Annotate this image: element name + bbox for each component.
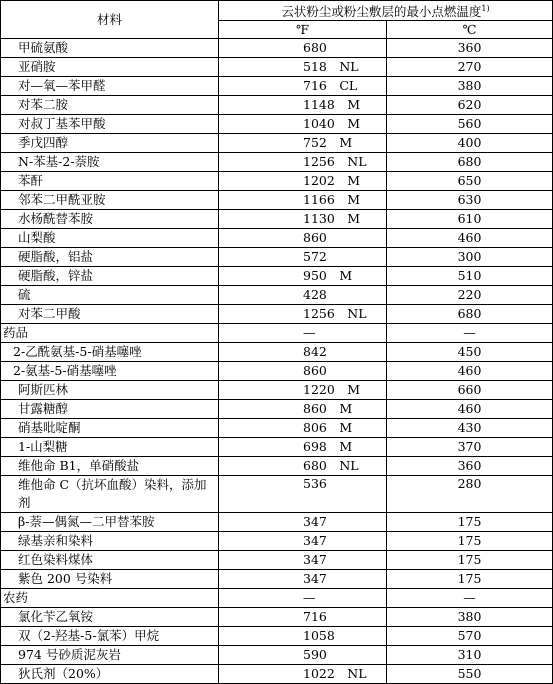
table-body <box>1 39 553 684</box>
fahrenheit-value: 1148 M <box>219 96 387 115</box>
fahrenheit-value: 428 <box>219 286 387 305</box>
fahrenheit-value: 1058 <box>219 627 387 646</box>
material-name: 1-山梨糖 <box>1 438 219 457</box>
table-row <box>1 532 553 551</box>
celsius-value: 220 <box>387 286 553 305</box>
table-row <box>1 419 553 438</box>
table-row <box>1 627 553 646</box>
material-name: 邻苯二甲酰亚胺 <box>1 191 219 210</box>
celsius-value: 570 <box>387 627 553 646</box>
celsius-value: 610 <box>387 210 553 229</box>
table-row <box>1 400 553 419</box>
celsius-value: — <box>387 589 553 608</box>
fahrenheit-value: 1040 M <box>219 115 387 134</box>
table-row <box>1 305 553 324</box>
temperature-footnote-mark: 1) <box>481 4 490 13</box>
table-row <box>1 172 553 191</box>
table-row <box>1 96 553 115</box>
table-row <box>1 153 553 172</box>
table-row <box>1 570 553 589</box>
fahrenheit-value: 1256 NL <box>219 305 387 324</box>
table-row <box>1 646 553 665</box>
material-header: 材料 <box>1 1 219 39</box>
fahrenheit-value: 806 M <box>219 419 387 438</box>
category-row <box>1 324 553 343</box>
fahrenheit-value: 950 M <box>219 267 387 286</box>
celsius-value: 380 <box>387 77 553 96</box>
celsius-value: 650 <box>387 172 553 191</box>
celsius-value: 560 <box>387 115 553 134</box>
material-name: 2-乙酰氨基-5-硝基噻唑 <box>1 343 219 362</box>
material-name: 2-氨基-5-硝基噻唑 <box>1 362 219 381</box>
category-row <box>1 589 553 608</box>
celsius-value: 620 <box>387 96 553 115</box>
celsius-value: 400 <box>387 134 553 153</box>
celsius-value: 175 <box>387 513 553 532</box>
material-name: 甘露糖醇 <box>1 400 219 419</box>
celsius-value: 360 <box>387 457 553 476</box>
fahrenheit-value: — <box>219 324 387 343</box>
table-row <box>1 191 553 210</box>
fahrenheit-value: 347 <box>219 532 387 551</box>
celsius-value: — <box>387 324 553 343</box>
material-name: 维他命 B1，单硝酸盐 <box>1 457 219 476</box>
celsius-value: 300 <box>387 248 553 267</box>
celsius-value: 280 <box>387 476 553 513</box>
fahrenheit-value: — <box>219 589 387 608</box>
material-name: 水杨酰替苯胺 <box>1 210 219 229</box>
fahrenheit-value: 680 NL <box>219 457 387 476</box>
celsius-value: 175 <box>387 532 553 551</box>
material-name: 双（2-羟基-5-氯苯）甲烷 <box>1 627 219 646</box>
celsius-value: 510 <box>387 267 553 286</box>
fahrenheit-value: 1022 NL <box>219 665 387 684</box>
fahrenheit-value: 1220 M <box>219 381 387 400</box>
material-name: 硫 <box>1 286 219 305</box>
category-name: 药品 <box>1 324 219 343</box>
material-name: 对叔丁基苯甲酸 <box>1 115 219 134</box>
table-row <box>1 248 553 267</box>
table-row <box>1 58 553 77</box>
material-name: 山梨酸 <box>1 229 219 248</box>
material-name: 974 号砂质泥灰岩 <box>1 646 219 665</box>
table-row <box>1 381 553 400</box>
celsius-value: 630 <box>387 191 553 210</box>
fahrenheit-value: 347 <box>219 513 387 532</box>
celsius-value: 680 <box>387 153 553 172</box>
temperature-header <box>219 1 553 21</box>
celsius-value: 460 <box>387 400 553 419</box>
fahrenheit-header: ℉ <box>219 21 387 39</box>
temperature-title: 云状粉尘或粉尘敷层的最小点燃温度 <box>281 4 482 20</box>
celsius-value: 450 <box>387 343 553 362</box>
table-row <box>1 267 553 286</box>
fahrenheit-value: 518 NL <box>219 58 387 77</box>
material-name: 对苯二甲酸 <box>1 305 219 324</box>
table-row <box>1 457 553 476</box>
material-name: 季戊四醇 <box>1 134 219 153</box>
material-name: N-苯基-2-萘胺 <box>1 153 219 172</box>
fahrenheit-value: 698 M <box>219 438 387 457</box>
table-row <box>1 286 553 305</box>
celsius-value: 360 <box>387 39 553 58</box>
celsius-value: 550 <box>387 665 553 684</box>
celsius-value: 460 <box>387 362 553 381</box>
table-row <box>1 476 553 513</box>
fahrenheit-value: 716 <box>219 608 387 627</box>
celsius-value: 460 <box>387 229 553 248</box>
fahrenheit-value: 590 <box>219 646 387 665</box>
material-name: 狄氏剂（20%） <box>1 665 219 684</box>
fahrenheit-value: 1130 M <box>219 210 387 229</box>
fahrenheit-value: 347 <box>219 570 387 589</box>
material-name: 硬脂酸，锌盐 <box>1 267 219 286</box>
table-row <box>1 551 553 570</box>
fahrenheit-value: 752 M <box>219 134 387 153</box>
material-name: 对—氧—苯甲醛 <box>1 77 219 96</box>
fahrenheit-value: 1202 M <box>219 172 387 191</box>
material-name: 紫色 200 号染料 <box>1 570 219 589</box>
fahrenheit-value: 860 <box>219 362 387 381</box>
material-name: 苯酐 <box>1 172 219 191</box>
table-row <box>1 77 553 96</box>
celsius-value: 430 <box>387 419 553 438</box>
fahrenheit-value: 572 <box>219 248 387 267</box>
celsius-value: 175 <box>387 551 553 570</box>
celsius-value: 680 <box>387 305 553 324</box>
material-name: 对苯二胺 <box>1 96 219 115</box>
material-name: 硝基吡啶酮 <box>1 419 219 438</box>
celsius-value: 370 <box>387 438 553 457</box>
fahrenheit-value: 842 <box>219 343 387 362</box>
celsius-value: 660 <box>387 381 553 400</box>
material-name: 甲硫氨酸 <box>1 39 219 58</box>
material-name: 亚硝胺 <box>1 58 219 77</box>
fahrenheit-value: 347 <box>219 551 387 570</box>
celsius-header: ℃ <box>387 21 553 39</box>
header-row <box>1 1 553 21</box>
table-row <box>1 362 553 381</box>
material-name: 绿基亲和染料 <box>1 532 219 551</box>
table-row <box>1 210 553 229</box>
table-row <box>1 39 553 58</box>
celsius-value: 380 <box>387 608 553 627</box>
celsius-value: 175 <box>387 570 553 589</box>
fahrenheit-value: 860 <box>219 229 387 248</box>
table-row <box>1 608 553 627</box>
table-row <box>1 438 553 457</box>
fahrenheit-value: 860 M <box>219 400 387 419</box>
material-name: 硬脂酸，铝盐 <box>1 248 219 267</box>
fahrenheit-value: 716 CL <box>219 77 387 96</box>
material-name: 红色染料煤体 <box>1 551 219 570</box>
fahrenheit-value: 536 <box>219 476 387 513</box>
table-row <box>1 343 553 362</box>
category-name: 农药 <box>1 589 219 608</box>
material-name: 氯化苄乙氧铵 <box>1 608 219 627</box>
table-row <box>1 134 553 153</box>
table-row <box>1 115 553 134</box>
fahrenheit-value: 1256 NL <box>219 153 387 172</box>
material-name: 阿斯匹林 <box>1 381 219 400</box>
material-name: β-萘—偶氮—二甲替苯胺 <box>1 513 219 532</box>
table-row <box>1 229 553 248</box>
fahrenheit-value: 1166 M <box>219 191 387 210</box>
celsius-value: 310 <box>387 646 553 665</box>
table-row <box>1 513 553 532</box>
material-name: 维他命 C（抗坏血酸）染料，添加剂 <box>1 476 219 513</box>
fahrenheit-value: 680 <box>219 39 387 58</box>
celsius-value: 270 <box>387 58 553 77</box>
